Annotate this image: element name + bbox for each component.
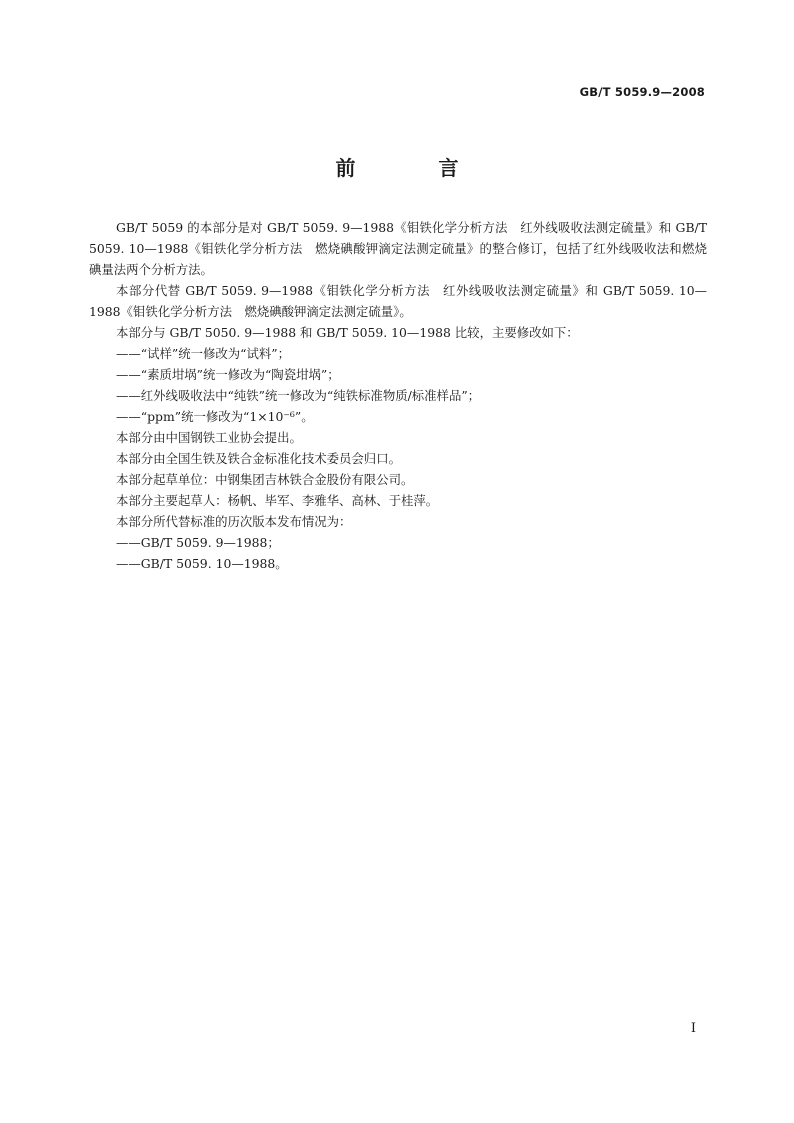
history-item: ——GB/T 5059. 10—1988。 — [116, 556, 288, 571]
paragraph-drafting-unit: 本部分起草单位：中钢集团吉林铁合金股份有限公司。 — [116, 472, 414, 487]
paragraph-drafters: 本部分主要起草人：杨帆、毕军、李雅华、高林、于桂萍。 — [116, 493, 439, 508]
change-item: ——“试样”统一修改为“试料”； — [116, 346, 291, 361]
foreword-title: 前 言 — [335, 156, 497, 180]
paragraph-history-intro: 本部分所代替标准的历次版本发布情况为： — [116, 514, 352, 529]
foreword-body — [89, 217, 707, 574]
paragraph-replaces: 本部分代替 GB/T 5059. 9—1988《钼铁化学分析方法 红外线吸收法测定硫量》和 GB/T 5059. 10—1988《钼铁化学分析方法 燃烧碘酸钾滴定法测定硫量》。 — [89, 283, 707, 319]
page-number: I — [690, 1021, 696, 1036]
paragraph-proposed-by: 本部分由中国钢铁工业协会提出。 — [116, 430, 302, 445]
change-item: ——“素质坩埚”统一修改为“陶瓷坩埚”； — [116, 367, 340, 382]
change-item: ——红外线吸收法中“纯铁”统一修改为“纯铁标准物质/标准样品”； — [116, 388, 481, 403]
paragraph-under-jurisdiction: 本部分由全国生铁及铁合金标准化技术委员会归口。 — [116, 451, 401, 466]
paragraph-changes-intro: 本部分与 GB/T 5050. 9—1988 和 GB/T 5059. 10—1988 比较，主要修改如下： — [116, 325, 579, 340]
standard-number-header: GB/T 5059.9—2008 — [579, 85, 705, 99]
change-item: ——“ppm”统一修改为“1×10⁻⁶”。 — [116, 409, 314, 424]
history-item: ——GB/T 5059. 9—1988； — [116, 535, 280, 550]
paragraph-scope: GB/T 5059 的本部分是对 GB/T 5059. 9—1988《钼铁化学分析方法 红外线吸收法测定硫量》和 GB/T 5059. 10—1988《钼铁化学分析方法 燃烧碘酸钾滴定法测定硫量》的整合修订，包括了红外线吸收法和燃烧碘量法两个分析方法。 — [89, 220, 707, 277]
